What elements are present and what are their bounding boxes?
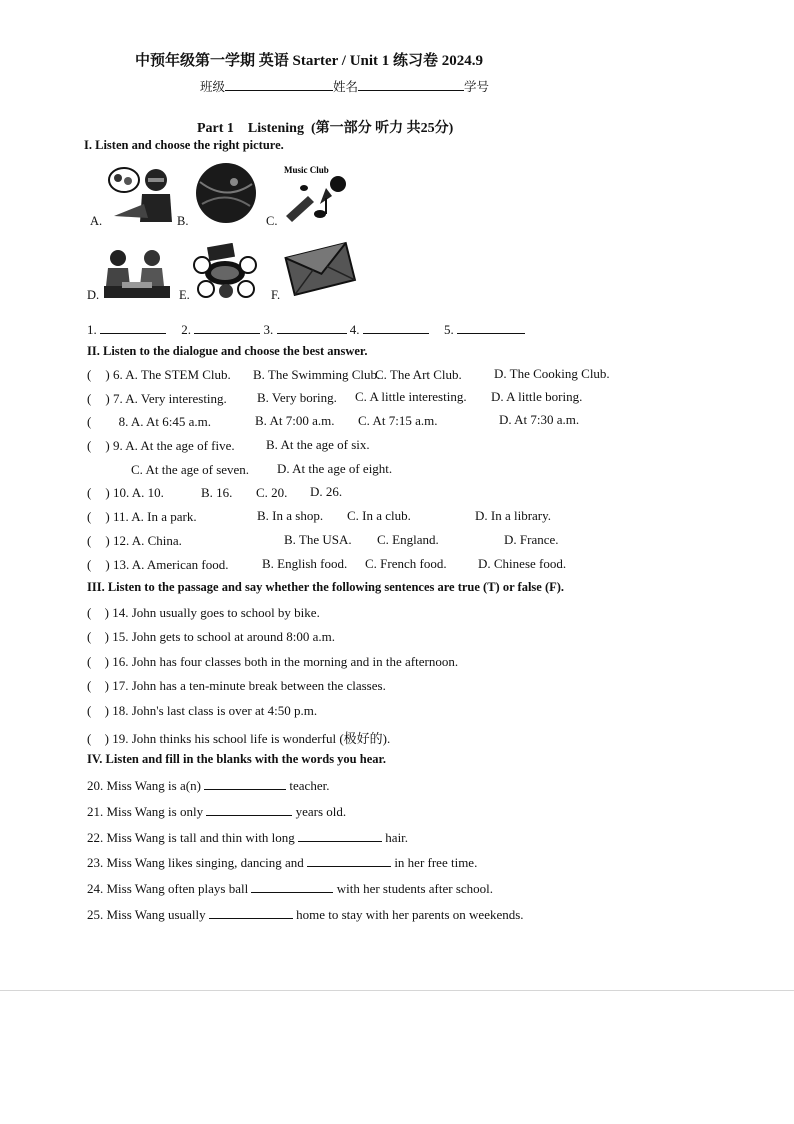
answer-23-field[interactable] bbox=[307, 854, 391, 867]
answer-4-label: 4. bbox=[349, 322, 360, 337]
q11-option-b: B. In a shop. bbox=[257, 508, 324, 523]
question-22: 22. Miss Wang is tall and thin with long hair. bbox=[87, 830, 409, 845]
question-19: ( ) 19. John thinks his school life is wonderful (极好的). bbox=[87, 731, 391, 746]
section1-answer-row bbox=[87, 321, 525, 338]
number-label: 学号 bbox=[464, 80, 490, 94]
question-25: 25. Miss Wang usually home to stay with her parents on weekends. bbox=[87, 907, 524, 922]
picture-c-label: C. bbox=[266, 214, 278, 228]
question-12: ( ) 12. A. China. bbox=[87, 533, 182, 548]
question-7: ( ) 7. A. Very interesting. bbox=[87, 391, 227, 406]
picture-b-label: B. bbox=[177, 214, 189, 228]
answer-1-field[interactable] bbox=[100, 321, 166, 334]
q8-option-a: 8. A. At 6:45 a.m. bbox=[118, 414, 212, 429]
q8-option-d: D. At 7:30 a.m. bbox=[499, 412, 580, 427]
answer-1-label: 1. bbox=[87, 322, 97, 337]
answer-5-field[interactable] bbox=[457, 321, 525, 334]
question-14: ( ) 14. John usually goes to school by bike. bbox=[87, 605, 320, 620]
q10-option-b: B. 16. bbox=[201, 485, 233, 500]
q11-option-d: D. In a library. bbox=[475, 508, 552, 523]
section1-heading: I. Listen and choose the right picture. bbox=[84, 138, 284, 152]
question-17: ( ) 17. John has a ten-minute break between the classes. bbox=[87, 678, 386, 693]
class-field[interactable] bbox=[225, 78, 333, 91]
answer-2-field[interactable] bbox=[194, 321, 260, 334]
answer-2-label: 2. bbox=[181, 322, 191, 337]
svg-text:Music Club: Music Club bbox=[284, 165, 329, 175]
children-playing-chess-icon bbox=[100, 246, 174, 302]
question-23: 23. Miss Wang likes singing, dancing and in her free time. bbox=[87, 855, 478, 870]
q12-option-c: C. England. bbox=[377, 532, 439, 547]
q10-option-a: 10. A. 10. bbox=[112, 485, 164, 500]
q13-option-a: 13. A. American food. bbox=[112, 557, 229, 572]
q6-option-a: 6. A. The STEM Club. bbox=[112, 367, 231, 382]
q7-option-a: 7. A. Very interesting. bbox=[112, 391, 227, 406]
q9-option-a: 9. A. At the age of five. bbox=[112, 438, 235, 453]
part1-title: Part 1 Listening (第一部分 听力 共25分) bbox=[197, 121, 454, 136]
answer-21-field[interactable] bbox=[206, 803, 292, 816]
food-plates-icon bbox=[192, 243, 258, 299]
q10-option-c: C. 20. bbox=[256, 485, 288, 500]
question-6: ( ) 6. A. The STEM Club. bbox=[87, 367, 231, 382]
q6-option-c: C. The Art Club. bbox=[375, 367, 462, 382]
section4-heading: IV. Listen and fill in the blanks with the words you hear. bbox=[87, 752, 387, 766]
q12-option-b: B. The USA. bbox=[284, 532, 352, 547]
q7-option-b: B. Very boring. bbox=[257, 390, 337, 405]
section2-heading: II. Listen to the dialogue and choose the best answer. bbox=[87, 344, 368, 358]
answer-3-field[interactable] bbox=[277, 321, 347, 334]
question-21: 21. Miss Wang is only years old. bbox=[87, 804, 347, 819]
q13-option-d: D. Chinese food. bbox=[478, 556, 567, 571]
answer-20-field[interactable] bbox=[204, 777, 286, 790]
answer-5-label: 5. bbox=[444, 322, 454, 337]
q9-option-c: C. At the age of seven. bbox=[131, 462, 250, 477]
q13-option-b: B. English food. bbox=[262, 556, 348, 571]
question-8: ( 8. A. At 6:45 a.m. bbox=[87, 414, 212, 429]
question-15: ( ) 15. John gets to school at around 8:00 a.m. bbox=[87, 629, 335, 644]
picture-f-label: F. bbox=[271, 288, 281, 302]
answer-24-field[interactable] bbox=[251, 880, 333, 893]
question-16: ( ) 16. John has four classes both in the morning and in the afternoon. bbox=[87, 654, 459, 669]
answer-4-field[interactable] bbox=[363, 321, 429, 334]
q6-option-b: B. The Swimming Club. bbox=[253, 367, 381, 382]
picture-d-label: D. bbox=[87, 288, 100, 302]
q9-option-b: B. At the age of six. bbox=[266, 437, 370, 452]
question-9: ( ) 9. A. At the age of five. bbox=[87, 438, 235, 453]
section3-heading: III. Listen to the passage and say whether the following sentences are true (T) or false (F). bbox=[87, 580, 565, 594]
q13-option-c: C. French food. bbox=[365, 556, 447, 571]
q8-option-b: B. At 7:00 a.m. bbox=[255, 413, 335, 428]
name-field[interactable] bbox=[358, 78, 464, 91]
question-18: ( ) 18. John's last class is over at 4:50 p.m. bbox=[87, 703, 318, 718]
answer-3-label: 3. bbox=[263, 322, 274, 337]
q10-option-d: D. 26. bbox=[310, 484, 343, 499]
student-info-row bbox=[200, 77, 489, 95]
music-club-icon bbox=[280, 162, 350, 226]
answer-22-field[interactable] bbox=[298, 829, 382, 842]
q11-option-a: 11. A. In a park. bbox=[112, 509, 197, 524]
planet-globe-icon bbox=[190, 162, 262, 224]
page-title: 中预年级第一学期 英语 Starter / Unit 1 练习卷 2024.9 bbox=[135, 53, 484, 69]
name-label: 姓名 bbox=[333, 80, 359, 94]
envelope-letter-icon bbox=[283, 240, 357, 296]
page-divider bbox=[0, 990, 794, 991]
q12-option-a: 12. A. China. bbox=[112, 533, 182, 548]
question-13: ( ) 13. A. American food. bbox=[87, 557, 229, 572]
q12-option-d: D. France. bbox=[504, 532, 559, 547]
q11-option-c: C. In a club. bbox=[347, 508, 411, 523]
question-24: 24. Miss Wang often plays ball with her students after school. bbox=[87, 881, 494, 896]
picture-e-label: E. bbox=[179, 288, 190, 302]
q7-option-c: C. A little interesting. bbox=[355, 389, 467, 404]
picture-a-label: A. bbox=[90, 214, 103, 228]
q6-option-d: D. The Cooking Club. bbox=[494, 366, 610, 381]
question-11: ( ) 11. A. In a park. bbox=[87, 509, 197, 524]
answer-25-field[interactable] bbox=[209, 906, 293, 919]
question-10: ( ) 10. A. 10. bbox=[87, 485, 164, 500]
question-20: 20. Miss Wang is a(n) teacher. bbox=[87, 778, 330, 793]
q7-option-d: D. A little boring. bbox=[491, 389, 583, 404]
q8-option-c: C. At 7:15 a.m. bbox=[358, 413, 438, 428]
girl-thinking-icon bbox=[104, 164, 176, 226]
class-label: 班级 bbox=[200, 80, 226, 94]
q9-option-d: D. At the age of eight. bbox=[277, 461, 393, 476]
